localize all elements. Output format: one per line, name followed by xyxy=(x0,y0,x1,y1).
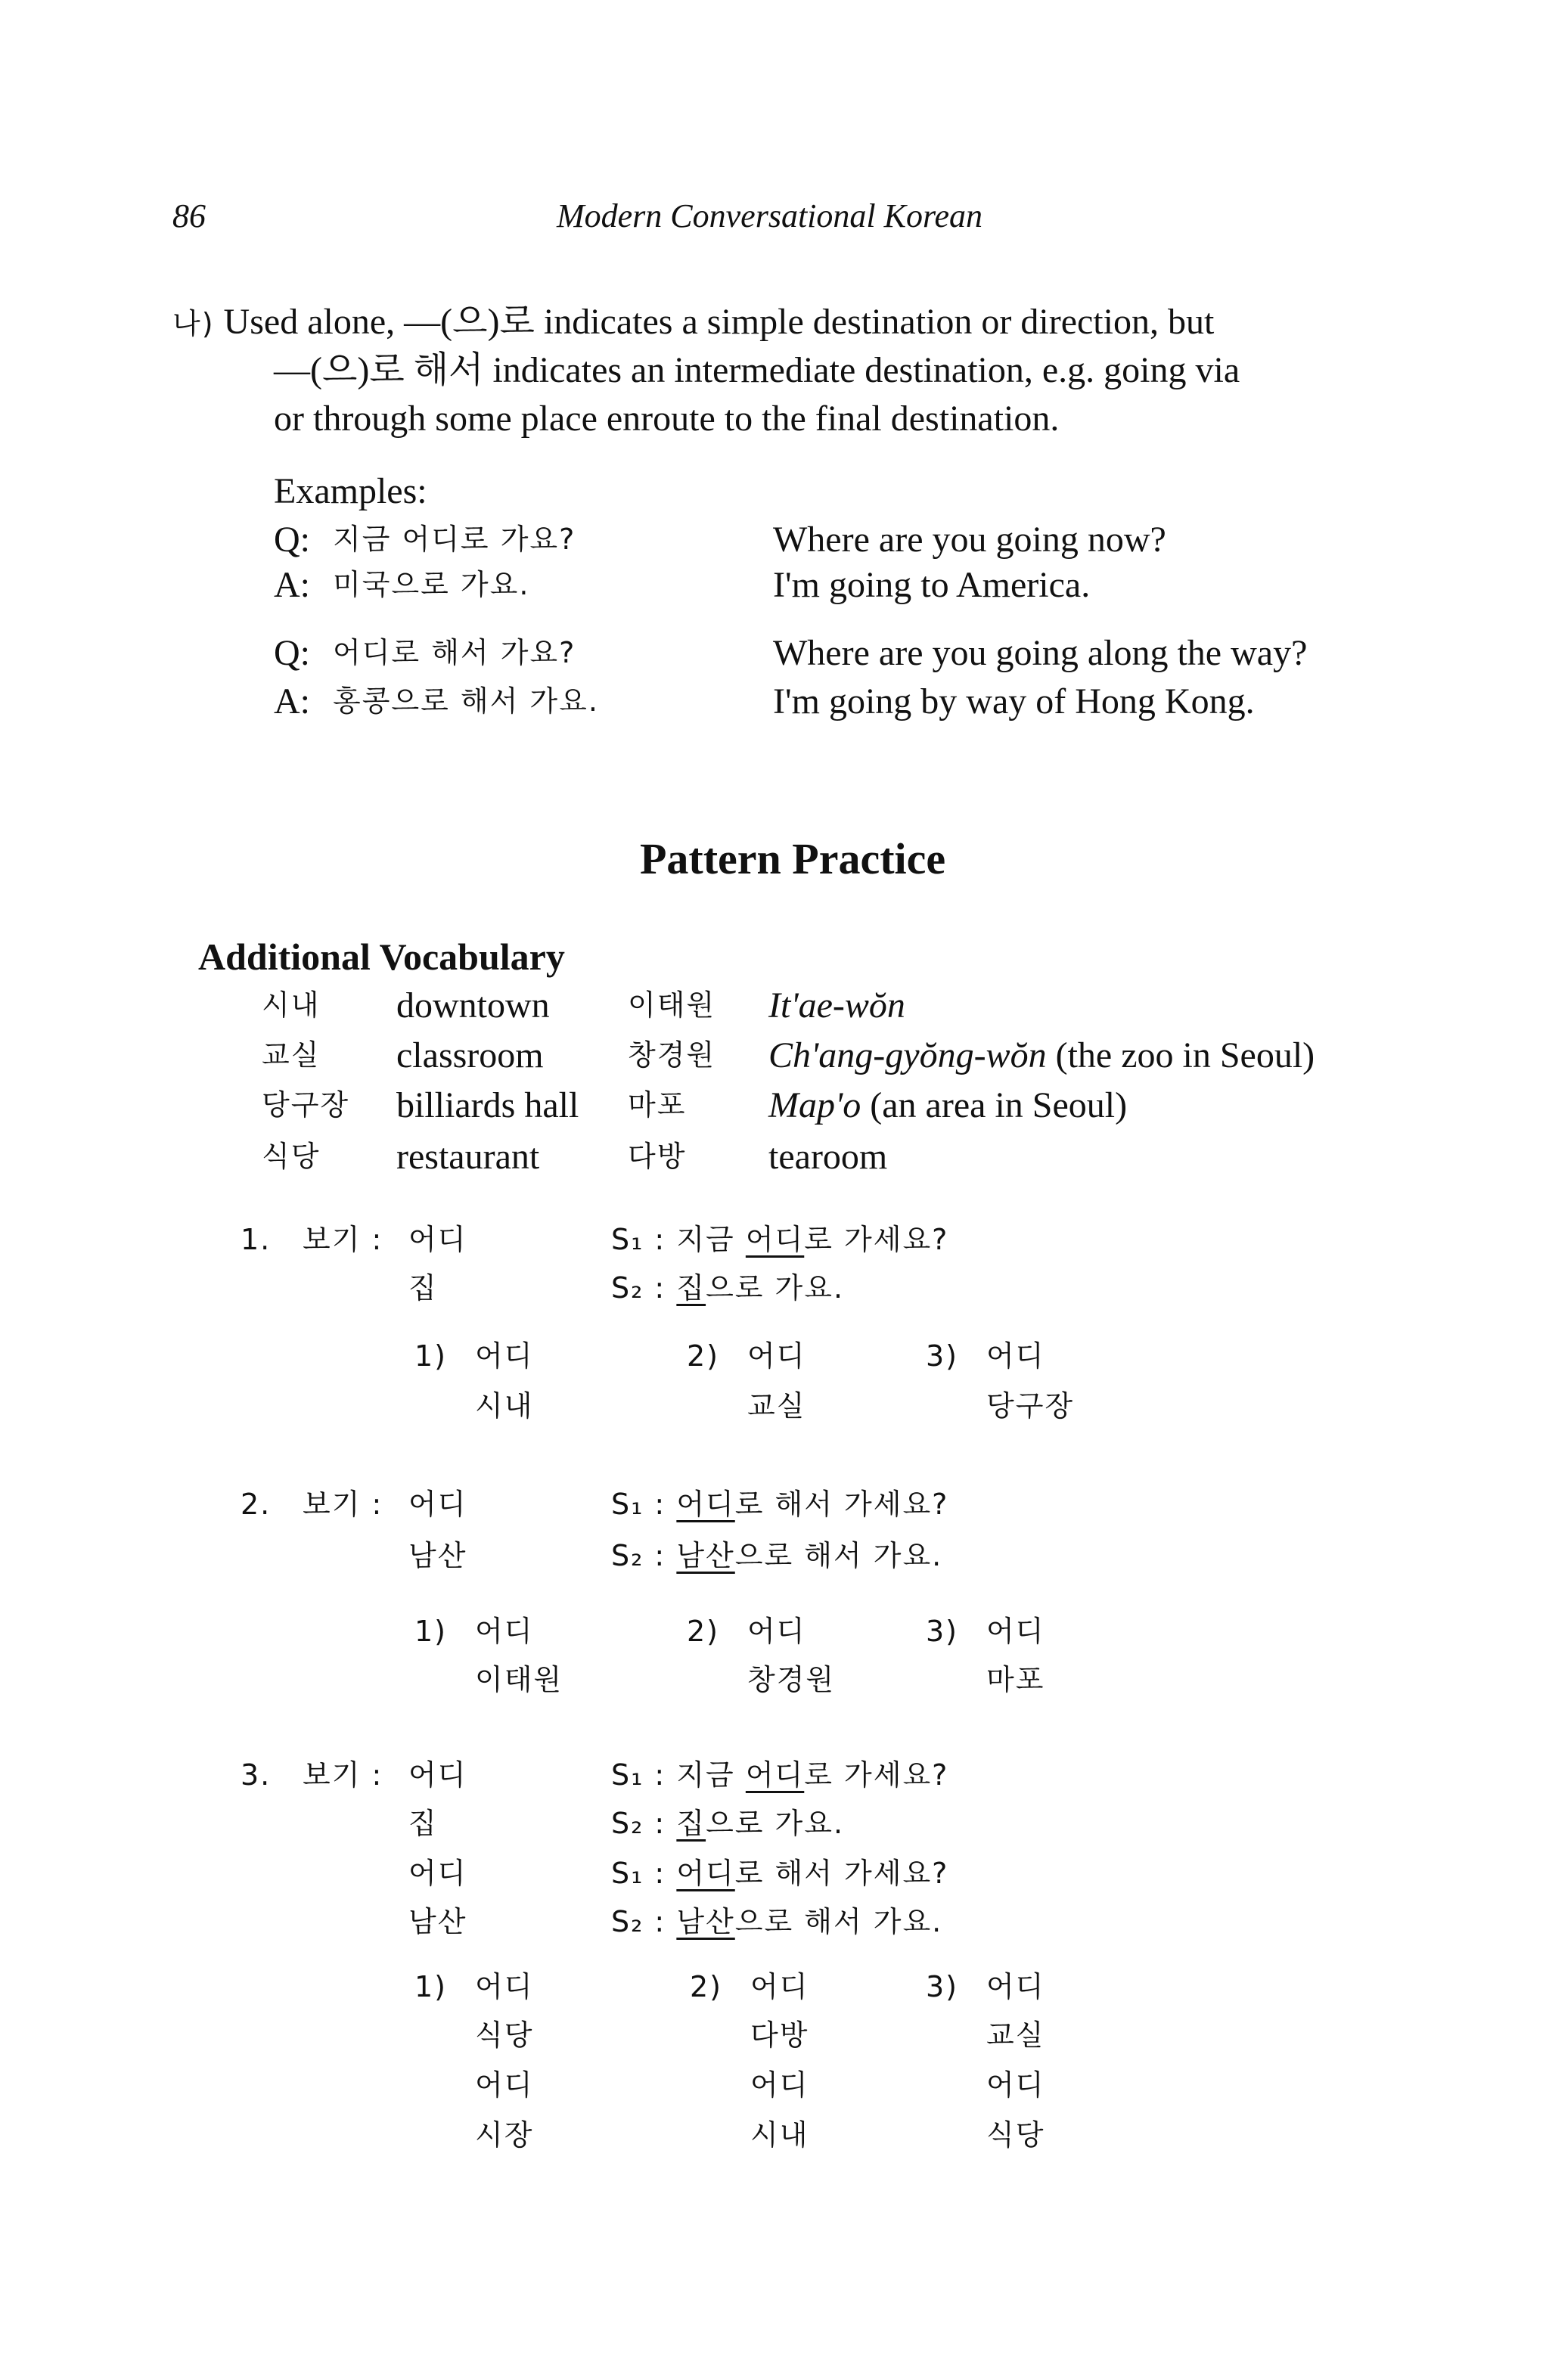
drill-3-line-4-tag: S₂ : xyxy=(611,1905,666,1938)
example-3-tag: Q: xyxy=(274,633,310,673)
note-line1-a: Used alone, —(으)로 xyxy=(223,302,535,342)
drill-3-item-3-cue-3: 어디 xyxy=(986,2068,1045,2102)
drill-3-item-3-cue-1: 어디 xyxy=(986,1970,1045,2003)
drill-3-item-1-cue-1: 어디 xyxy=(475,1970,534,2003)
drill-2-s2-underlined: 남산 xyxy=(676,1539,735,1572)
drill-2-s1-underlined: 어디 xyxy=(676,1488,735,1521)
vocab-right-3-korean: 마포 xyxy=(628,1088,687,1122)
examples-label: Examples: xyxy=(274,471,427,511)
drill-1-s1 xyxy=(611,1222,948,1258)
vocab-left-3-english: billiards hall xyxy=(396,1085,579,1125)
drill-3-line-1-post: 로 가세요? xyxy=(804,1758,949,1792)
drill-2-item-3-cue-1: 어디 xyxy=(986,1615,1045,1648)
drill-1-item-3-cue-2: 당구장 xyxy=(986,1389,1075,1423)
drill-3-item-2-cue-1: 어디 xyxy=(750,1970,809,2003)
example-3-korean: 어디로 해서 가요? xyxy=(333,636,576,669)
drill-1-label: 보기 : xyxy=(303,1223,383,1256)
drill-3-item-1-cue-4: 시장 xyxy=(475,2118,534,2152)
vocab-right-2-english xyxy=(768,1033,1315,1078)
vocab-left-2-english: classroom xyxy=(396,1035,544,1075)
drill-3-item-3-cue-4: 식당 xyxy=(986,2118,1045,2152)
drill-3-cue-4: 남산 xyxy=(408,1905,467,1938)
drill-3-line-2-tag: S₂ : xyxy=(611,1807,666,1840)
vocab-left-1-english: downtown xyxy=(396,985,550,1026)
note-line2-b: indicates an intermediate destination, e.g. going via xyxy=(492,350,1240,390)
drill-2-number: 2. xyxy=(241,1488,272,1521)
drill-2-s2 xyxy=(611,1538,942,1575)
drill-3-line-3-underlined: 어디 xyxy=(676,1857,735,1890)
vocab-left-3-korean: 당구장 xyxy=(262,1088,350,1122)
drill-2-label: 보기 : xyxy=(303,1488,383,1521)
drill-1-cue-1: 어디 xyxy=(408,1223,467,1256)
drill-2-s1-tag: S₁ : xyxy=(611,1488,666,1521)
example-2-korean: 미국으로 가요. xyxy=(333,568,530,601)
drill-3-item-3-number: 3) xyxy=(926,1970,959,2003)
drill-1-item-1-number: 1) xyxy=(414,1339,448,1373)
drill-1-item-3-cue-1: 어디 xyxy=(986,1339,1045,1373)
drill-3-line-1-pre: 지금 xyxy=(676,1758,746,1792)
drill-3-line-1 xyxy=(611,1758,948,1794)
drill-3-line-3-tag: S₁ : xyxy=(611,1857,666,1890)
vocab-right-2-gloss: (the zoo in Seoul) xyxy=(1055,1035,1315,1075)
drill-3-item-2-number: 2) xyxy=(690,1970,723,2003)
drill-3-item-1-cue-3: 어디 xyxy=(475,2068,534,2102)
drill-3-line-3-post: 로 해서 가세요? xyxy=(734,1857,949,1890)
section-title: Pattern Practice xyxy=(640,834,946,883)
note-line2-a: —(으)로 해서 xyxy=(274,350,484,390)
drill-2-item-3-number: 3) xyxy=(926,1615,959,1648)
vocab-right-4-korean: 다방 xyxy=(628,1140,687,1173)
drill-2-s1 xyxy=(611,1487,948,1523)
drill-3-cue-3: 어디 xyxy=(408,1857,467,1890)
example-1-korean: 지금 어디로 가요? xyxy=(333,523,576,556)
vocab-left-4-korean: 식당 xyxy=(262,1140,321,1173)
drill-1-s1-tag: S₁ : xyxy=(611,1223,666,1256)
vocab-right-4-english xyxy=(768,1134,887,1180)
note-line-3: or through some place enroute to the final destination. xyxy=(274,399,1060,439)
drill-3-line-2-post: 으로 가요. xyxy=(706,1807,845,1840)
vocab-right-4-gloss: tearoom xyxy=(768,1137,888,1177)
drill-3-item-1-number: 1) xyxy=(414,1970,448,2003)
drill-1-item-2-number: 2) xyxy=(687,1339,720,1373)
drill-1-s2-underlined: 집 xyxy=(676,1271,706,1305)
example-2-tag: A: xyxy=(274,565,310,605)
drill-2-item-1-cue-2: 이태원 xyxy=(475,1663,563,1696)
drill-2-item-2-cue-1: 어디 xyxy=(747,1615,806,1648)
drill-3-line-4-underlined: 남산 xyxy=(676,1905,735,1938)
drill-2-item-1-number: 1) xyxy=(414,1615,448,1648)
drill-2-item-1-cue-1: 어디 xyxy=(475,1615,534,1648)
example-4-korean: 홍콩으로 해서 가요. xyxy=(333,684,599,718)
running-title: Modern Conversational Korean xyxy=(557,197,982,234)
drill-3-line-3 xyxy=(611,1856,948,1892)
drill-2-s2-tag: S₂ : xyxy=(611,1539,666,1572)
drill-1-item-3-number: 3) xyxy=(926,1339,959,1373)
drill-3-item-2-cue-4: 시내 xyxy=(750,2118,809,2152)
drill-3-line-2-underlined: 집 xyxy=(676,1807,706,1840)
drill-2-item-3-cue-2: 마포 xyxy=(986,1663,1045,1696)
drill-3-line-1-tag: S₁ : xyxy=(611,1758,666,1792)
vocab-right-1-romanized: It'ae-wŏn xyxy=(768,985,905,1026)
drill-1-s1-pre: 지금 xyxy=(676,1223,746,1256)
drill-2-item-2-number: 2) xyxy=(687,1615,720,1648)
vocab-right-1-korean: 이태원 xyxy=(628,988,716,1022)
drill-1-item-1-cue-2: 시내 xyxy=(475,1389,534,1423)
drill-3-line-1-underlined: 어디 xyxy=(745,1758,805,1792)
drill-3-number: 3. xyxy=(241,1758,272,1792)
drill-3-line-4 xyxy=(611,1904,942,1941)
vocab-right-1-english xyxy=(768,983,905,1029)
example-3-english: Where are you going along the way? xyxy=(773,633,1308,673)
vocab-right-2-romanized: Ch'ang-gyŏng-wŏn xyxy=(768,1035,1047,1075)
note-line1-b: indicates a simple destination or direction, but xyxy=(543,302,1215,342)
vocab-right-2-korean: 창경원 xyxy=(628,1038,716,1072)
vocab-left-2-korean: 교실 xyxy=(262,1038,321,1072)
drill-1-number: 1. xyxy=(241,1223,272,1256)
drill-2-cue-1: 어디 xyxy=(408,1488,467,1521)
drill-1-s2-tag: S₂ : xyxy=(611,1271,666,1305)
drill-3-item-2-cue-2: 다방 xyxy=(750,2019,809,2052)
note-line-2 xyxy=(274,348,1240,393)
vocab-right-3-romanized: Map'o xyxy=(768,1085,861,1125)
drill-2-item-2-cue-2: 창경원 xyxy=(747,1663,836,1696)
page-number: 86 xyxy=(172,197,206,234)
drill-3-item-1-cue-2: 식당 xyxy=(475,2019,534,2052)
note-marker: 나) xyxy=(172,307,215,340)
vocab-right-3-gloss: (an area in Seoul) xyxy=(870,1085,1128,1125)
drill-1-s2-post: 으로 가요. xyxy=(706,1271,845,1305)
drill-3-line-4-post: 으로 해서 가요. xyxy=(734,1905,943,1938)
vocabulary-heading: Additional Vocabulary xyxy=(198,936,565,978)
drill-1-s1-underlined: 어디 xyxy=(745,1223,805,1256)
drill-3-cue-2: 집 xyxy=(408,1807,438,1840)
drill-3-line-2 xyxy=(611,1806,844,1842)
example-4-english: I'm going by way of Hong Kong. xyxy=(773,681,1255,721)
drill-3-item-3-cue-2: 교실 xyxy=(986,2019,1045,2052)
drill-2-s1-post: 로 해서 가세요? xyxy=(734,1488,949,1521)
drill-2-cue-2: 남산 xyxy=(408,1539,467,1572)
note-line-1 xyxy=(172,299,1214,345)
example-4-tag: A: xyxy=(274,681,310,721)
drill-1-item-2-cue-1: 어디 xyxy=(747,1339,806,1373)
drill-1-item-2-cue-2: 교실 xyxy=(747,1389,806,1423)
drill-2-s2-post: 으로 해서 가요. xyxy=(734,1539,943,1572)
drill-1-item-1-cue-1: 어디 xyxy=(475,1339,534,1373)
drill-1-cue-2: 집 xyxy=(408,1271,438,1305)
vocab-left-4-english: restaurant xyxy=(396,1137,540,1177)
vocab-left-1-korean: 시내 xyxy=(262,988,321,1022)
example-1-tag: Q: xyxy=(274,520,310,560)
drill-1-s2 xyxy=(611,1271,844,1307)
drill-1-s1-post: 로 가세요? xyxy=(804,1223,949,1256)
drill-3-item-2-cue-3: 어디 xyxy=(750,2068,809,2102)
drill-3-cue-1: 어디 xyxy=(408,1758,467,1792)
example-2-english: I'm going to America. xyxy=(773,565,1091,605)
example-1-english: Where are you going now? xyxy=(773,520,1166,560)
vocab-right-3-english xyxy=(768,1083,1127,1128)
drill-3-label: 보기 : xyxy=(303,1758,383,1792)
